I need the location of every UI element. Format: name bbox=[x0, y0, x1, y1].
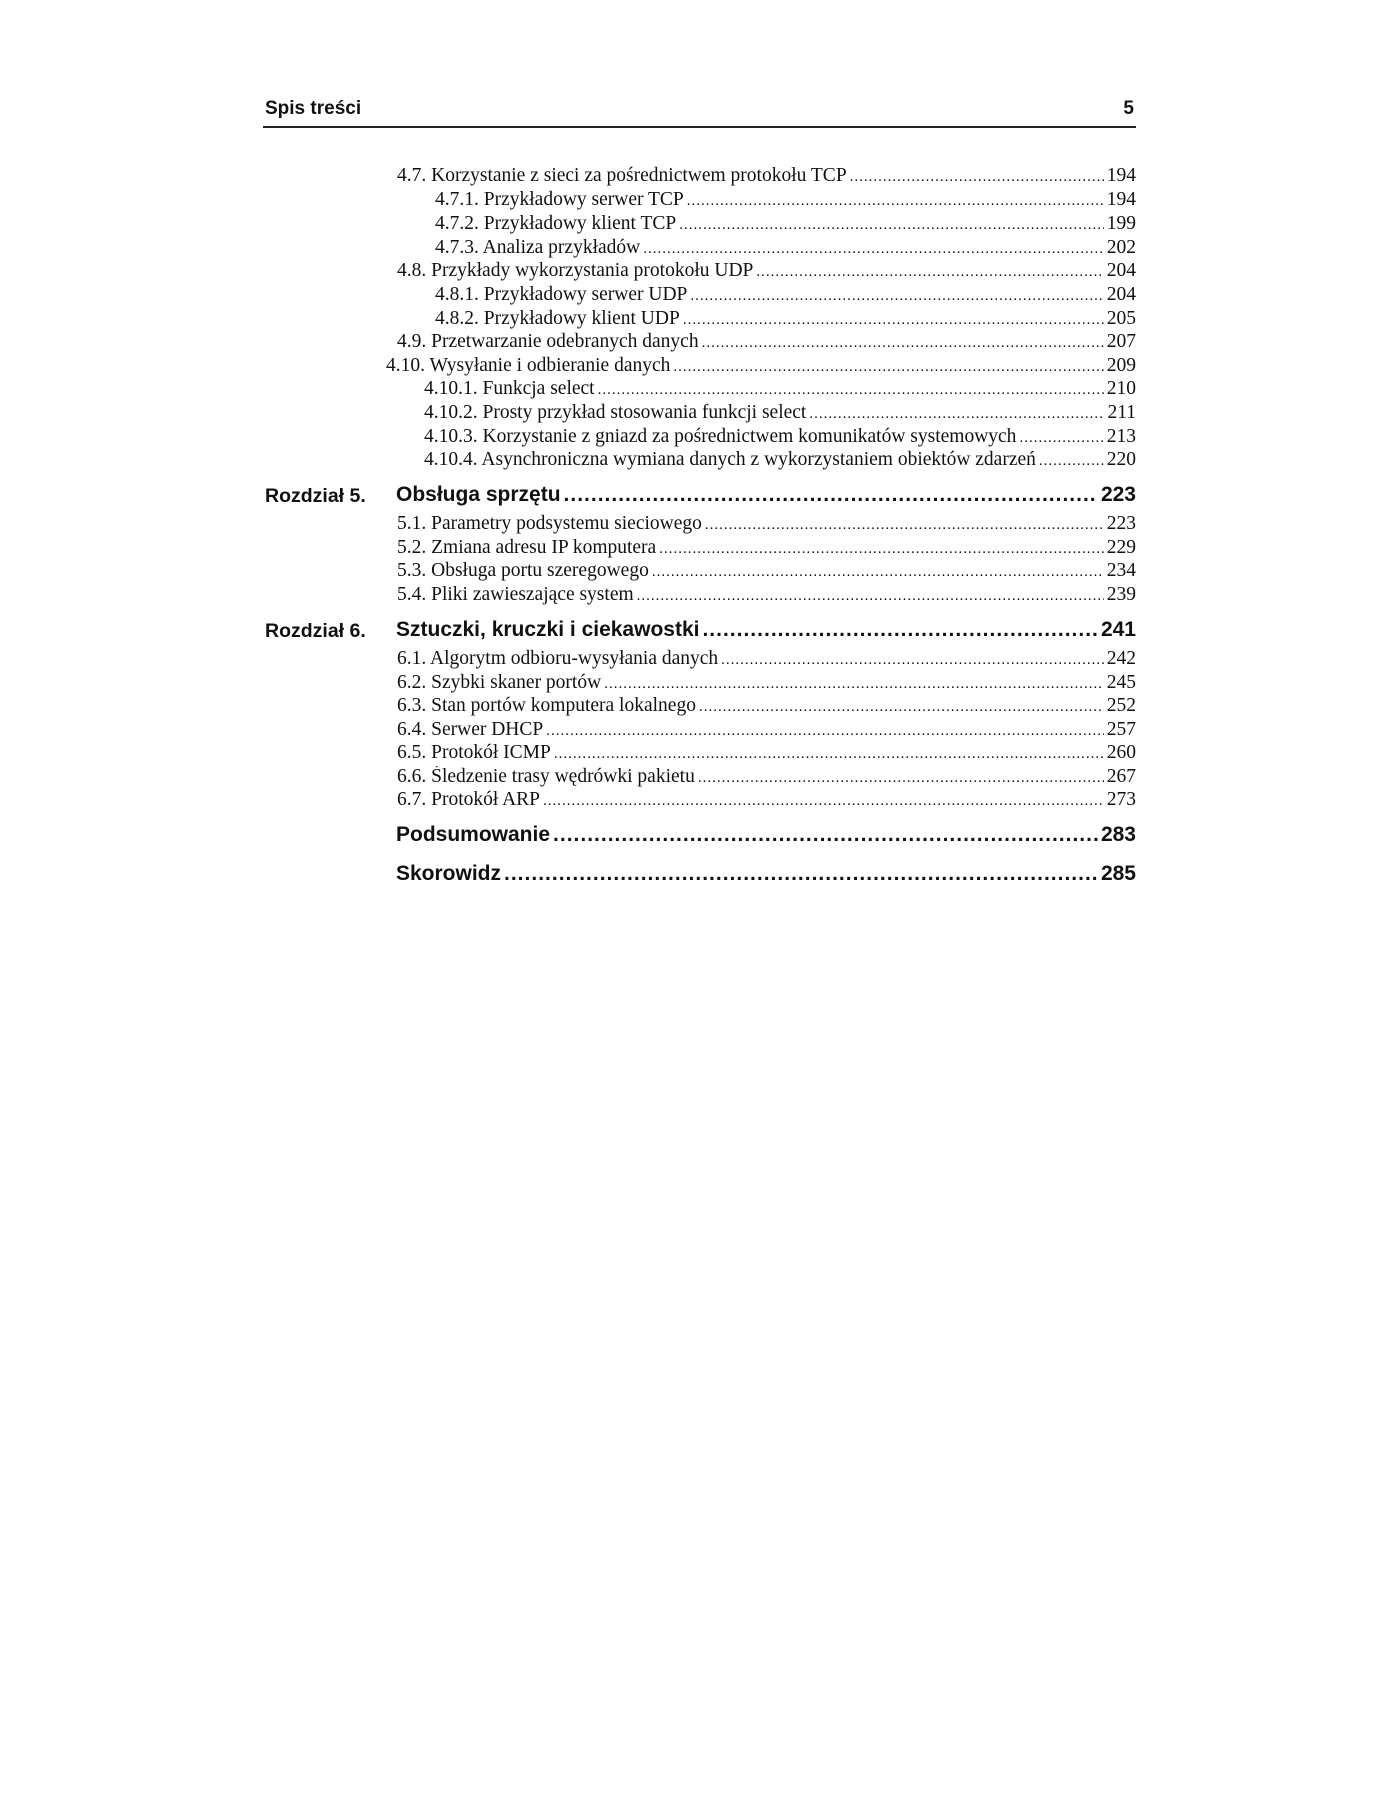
toc-entry-label: 4.7.2. Przykładowy klient TCP bbox=[435, 213, 677, 234]
toc-entry-page: 209 bbox=[1106, 355, 1136, 376]
toc-entry[interactable] bbox=[397, 742, 1136, 766]
toc-entry-label: 5.4. Pliki zawieszające system bbox=[397, 584, 634, 605]
toc-entry-page: 194 bbox=[1106, 165, 1136, 186]
toc-entry-label: 4.10.4. Asynchroniczna wymiana danych z wykorzystaniem obiektów zdarzeń bbox=[424, 449, 1036, 470]
toc-entry[interactable] bbox=[435, 308, 1136, 332]
toc-entry[interactable] bbox=[397, 766, 1136, 790]
toc-entry-page: 229 bbox=[1106, 537, 1136, 558]
leader-dots bbox=[659, 541, 1104, 558]
toc-entry-label: 4.8.2. Przykładowy klient UDP bbox=[435, 308, 680, 329]
chapter-5-entry[interactable] bbox=[396, 483, 1136, 511]
toc-entry-page: 245 bbox=[1106, 672, 1136, 693]
leader-dots bbox=[543, 793, 1104, 810]
toc-entry-page: 204 bbox=[1106, 260, 1136, 281]
leader-dots bbox=[690, 288, 1103, 305]
leader-dots bbox=[850, 169, 1104, 186]
chapter-5-prefix: Rozdział 5. bbox=[265, 485, 366, 507]
chapter-6-prefix: Rozdział 6. bbox=[265, 620, 366, 642]
toc-entry-page: 252 bbox=[1106, 695, 1136, 716]
leader-dots bbox=[705, 517, 1104, 534]
chapter-6-entry[interactable] bbox=[396, 618, 1136, 646]
index-title: Skorowidz bbox=[396, 862, 502, 885]
toc-entry[interactable] bbox=[424, 378, 1136, 402]
toc-entry-label: 5.2. Zmiana adresu IP komputera bbox=[397, 537, 657, 558]
toc-entry-page: 204 bbox=[1106, 284, 1136, 305]
toc-entry[interactable] bbox=[397, 537, 1136, 561]
chapter-5-page: 223 bbox=[1100, 483, 1136, 506]
toc-entry-label: 4.10. Wysyłanie i odbieranie danych bbox=[386, 355, 671, 376]
toc-entry[interactable] bbox=[435, 189, 1136, 213]
leader-dots bbox=[702, 618, 1097, 642]
toc-entry[interactable] bbox=[397, 331, 1136, 355]
toc-entry-label: 4.10.1. Funkcja select bbox=[424, 378, 595, 399]
leader-dots bbox=[553, 823, 1098, 847]
leader-dots bbox=[673, 359, 1103, 376]
toc-entry-page: 213 bbox=[1106, 426, 1136, 447]
leader-dots bbox=[687, 193, 1104, 210]
leader-dots bbox=[721, 652, 1104, 669]
chapter-6-page: 241 bbox=[1100, 618, 1136, 641]
leader-dots bbox=[809, 406, 1104, 423]
toc-entry-label: 6.4. Serwer DHCP bbox=[397, 719, 544, 740]
toc-entry-page: 202 bbox=[1106, 237, 1136, 258]
toc-entry[interactable] bbox=[435, 237, 1136, 261]
toc-entry-page: 234 bbox=[1106, 560, 1136, 581]
toc-entry-page: 260 bbox=[1106, 742, 1136, 763]
toc-entry-label: 5.1. Parametry podsystemu sieciowego bbox=[397, 513, 702, 534]
toc-entry-page: 207 bbox=[1106, 331, 1136, 352]
leader-dots bbox=[702, 335, 1104, 352]
toc-entry-page: 211 bbox=[1107, 402, 1136, 423]
toc-entry-label: 5.3. Obsługa portu szeregowego bbox=[397, 560, 649, 581]
toc-entry[interactable] bbox=[397, 165, 1136, 189]
index-page: 285 bbox=[1100, 862, 1136, 885]
running-header bbox=[263, 96, 1136, 128]
toc-entry-label: 4.7.1. Przykładowy serwer TCP bbox=[435, 189, 684, 210]
toc-entry-page: 267 bbox=[1106, 766, 1136, 787]
toc-entry[interactable] bbox=[397, 789, 1136, 813]
leader-dots bbox=[699, 699, 1104, 716]
leader-dots bbox=[643, 241, 1104, 258]
index-entry[interactable] bbox=[396, 862, 1136, 890]
toc-entry[interactable] bbox=[397, 648, 1136, 672]
toc-entry-label: 4.10.2. Prosty przykład stosowania funkcji select bbox=[424, 402, 807, 423]
toc-entry[interactable] bbox=[424, 402, 1136, 426]
toc-entry-label: 6.1. Algorytm odbioru-wysyłania danych bbox=[397, 648, 719, 669]
chapter-6-title: Sztuczki, kruczki i ciekawostki bbox=[396, 618, 700, 641]
leader-dots bbox=[598, 382, 1104, 399]
toc-entry-label: 4.10.3. Korzystanie z gniazd za pośrednictwem komunikatów systemowych bbox=[424, 426, 1017, 447]
toc-entry[interactable] bbox=[397, 260, 1136, 284]
leader-dots bbox=[546, 723, 1104, 740]
toc-entry-label: 4.7. Korzystanie z sieci za pośrednictwem protokołu TCP bbox=[397, 165, 847, 186]
toc-entry-label: 4.7.3. Analiza przykładów bbox=[435, 237, 641, 258]
toc-entry[interactable] bbox=[397, 672, 1136, 696]
toc-entry-page: 220 bbox=[1106, 449, 1136, 470]
leader-dots bbox=[1039, 453, 1104, 470]
toc-entry[interactable] bbox=[386, 355, 1136, 379]
toc-entry[interactable] bbox=[424, 426, 1136, 450]
toc-entry[interactable] bbox=[435, 284, 1136, 308]
toc-entry-label: 4.9. Przetwarzanie odebranych danych bbox=[397, 331, 699, 352]
toc-entry-page: 199 bbox=[1106, 213, 1136, 234]
leader-dots bbox=[756, 264, 1103, 281]
toc-entry-label: 4.8. Przykłady wykorzystania protokołu UDP bbox=[397, 260, 754, 281]
toc-entry-page: 223 bbox=[1106, 513, 1136, 534]
summary-title: Podsumowanie bbox=[396, 823, 551, 846]
toc-entry-label: 6.2. Szybki skaner portów bbox=[397, 672, 602, 693]
toc-entry-label: 6.3. Stan portów komputera lokalnego bbox=[397, 695, 696, 716]
toc-entry[interactable] bbox=[397, 584, 1136, 608]
toc-entry-page: 242 bbox=[1106, 648, 1136, 669]
toc-entry-page: 205 bbox=[1106, 308, 1136, 329]
summary-entry[interactable] bbox=[396, 823, 1136, 851]
leader-dots bbox=[652, 564, 1104, 581]
toc-entry[interactable] bbox=[397, 695, 1136, 719]
toc-entry-page: 194 bbox=[1106, 189, 1136, 210]
toc-entry-label: 6.6. Śledzenie trasy wędrówki pakietu bbox=[397, 766, 695, 787]
leader-dots bbox=[554, 746, 1104, 763]
leader-dots bbox=[637, 588, 1104, 605]
header-page-number: 5 bbox=[1123, 98, 1134, 119]
toc-entry[interactable] bbox=[424, 449, 1136, 473]
header-title: Spis treści bbox=[265, 98, 362, 119]
toc-entry-page: 273 bbox=[1106, 789, 1136, 810]
toc-entry-page: 239 bbox=[1106, 584, 1136, 605]
leader-dots bbox=[1019, 430, 1103, 447]
leader-dots bbox=[683, 312, 1104, 329]
toc-entry-label: 6.7. Protokół ARP bbox=[397, 789, 541, 810]
toc-entry[interactable] bbox=[397, 719, 1136, 743]
toc-entry[interactable] bbox=[397, 513, 1136, 537]
toc-entry-page: 257 bbox=[1106, 719, 1136, 740]
leader-dots bbox=[679, 217, 1104, 234]
toc-entry-page: 210 bbox=[1106, 378, 1136, 399]
toc-entry[interactable] bbox=[435, 213, 1136, 237]
toc-entry-label: 4.8.1. Przykładowy serwer UDP bbox=[435, 284, 688, 305]
chapter-5-title: Obsługa sprzętu bbox=[396, 483, 561, 506]
leader-dots bbox=[504, 862, 1098, 886]
toc-entry[interactable] bbox=[397, 560, 1136, 584]
leader-dots bbox=[564, 483, 1098, 507]
leader-dots bbox=[604, 676, 1104, 693]
summary-page: 283 bbox=[1100, 823, 1136, 846]
leader-dots bbox=[698, 770, 1104, 787]
toc-entry-label: 6.5. Protokół ICMP bbox=[397, 742, 551, 763]
